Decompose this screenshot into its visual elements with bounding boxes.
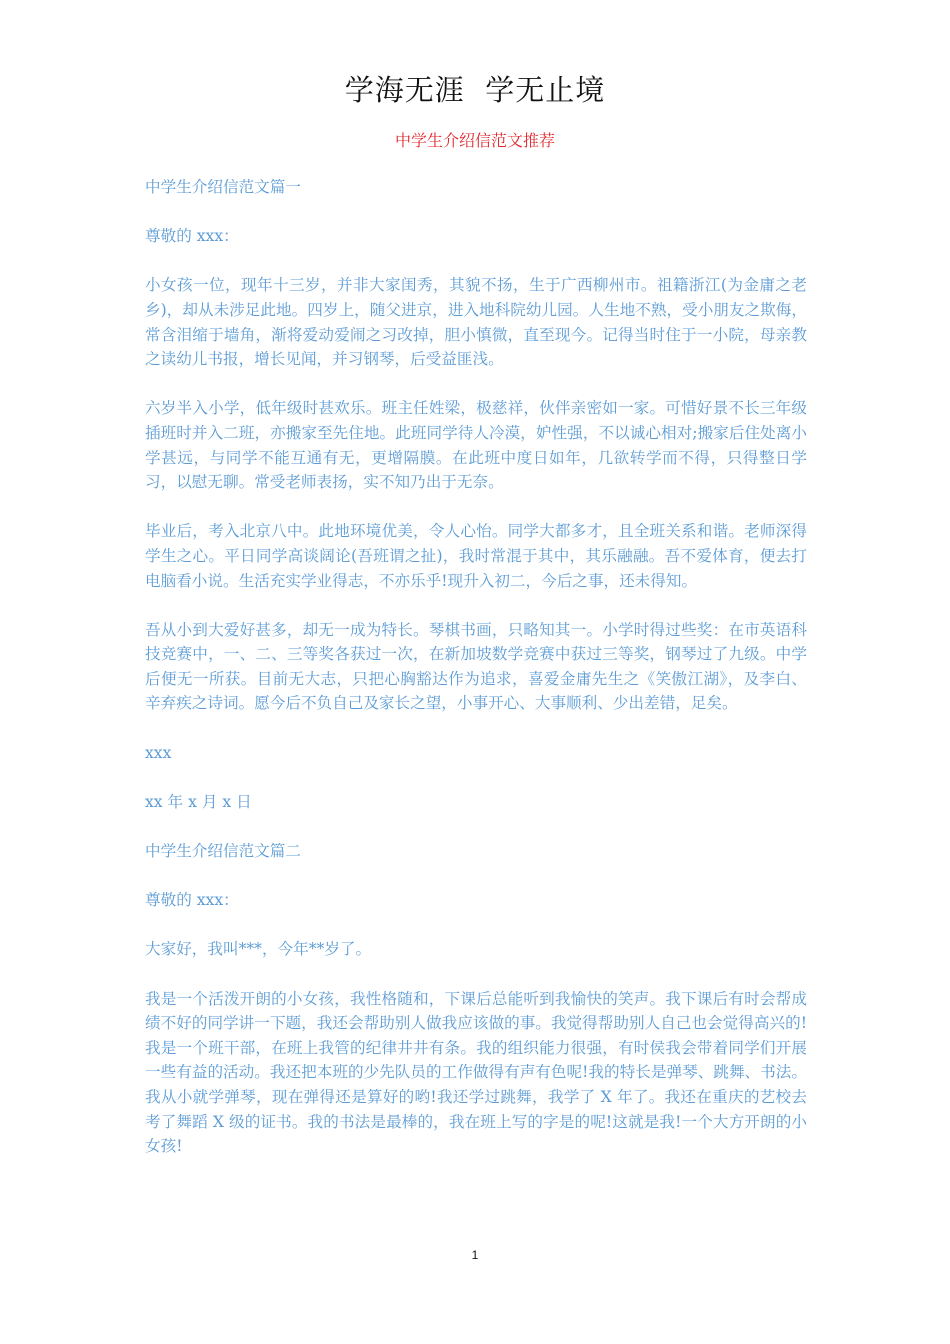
signature-date: xx 年 x 月 x 日 [145, 792, 252, 811]
paragraph: 大家好，我叫***，今年**岁了。 [145, 940, 372, 959]
paragraph: 六岁半入小学，低年级时甚欢乐。班主任姓梁，极慈祥，伙伴亲密如一家。可惜好景不长三年级插班时并入二班，亦搬家至先住地。此班同学待人冷漠，妒性强，不以诚心相对;搬家后住处离小学甚远，与同学不能互通有无，更增隔膜。在此班中度日如年，几欲转学而不得，只得整日学习，以慰无聊。常受老师表扬，实不知乃出于无奈。 [145, 399, 807, 492]
document-title: 中学生介绍信范文推荐 [394, 131, 555, 150]
paragraph: 我是一个活泼开朗的小女孩，我性格随和，下课后总能听到我愉快的笑声。我下课后有时会帮成绩不好的同学讲一下题，我还会帮助别人做我应该做的事。我觉得帮助别人自己也会觉得高兴的!我是一个班干部，在班上我管的纪律井井有条。我的组织能力很强，有时侯我会带着同学们开展一些有益的活动。我还把本班的少先队员的工作做得有声有色呢!我的特长是弹琴、跳舞、书法。我从小就学弹琴，现在弹得还是算好的哟!我还学过跳舞，我学了 X 年了。我还在重庆的艺校去考了舞蹈 X 级的证书。我的书法是最棒的，我在班上写的字是的呢!这就是我!一个大方开朗的小女孩! [145, 989, 807, 1156]
page-number: 1 [471, 1248, 479, 1262]
document-body [145, 175, 807, 1183]
paragraph: 毕业后，考入北京八中。此地环境优美，令人心怡。同学大都多才，且全班关系和谐。老师深得学生之心。平日同学高谈阔论(吾班谓之扯)，我时常混于其中，其乐融融。吾不爱体育，便去打电脑看小说。生活充实学业得志，不亦乐乎!现升入初二，今后之事，还未得知。 [145, 522, 807, 590]
salutation-1: 尊敬的 xxx： [145, 227, 239, 246]
paragraph: 小女孩一位，现年十三岁，并非大家闺秀，其貌不扬，生于广西柳州市。祖籍浙江(为金庸之老乡)，却从未涉足此地。四岁上，随父进京，进入地科院幼儿园。人生地不熟，受小朋友之欺侮，常含泪缩于墙角，渐将爱动爱闹之习改掉，胆小慎微，直至现今。记得当时住于一小院，母亲教之读幼儿书报，增长见闻，并习钢琴，后受益匪浅。 [145, 276, 807, 369]
section-heading-1: 中学生介绍信范文篇一 [145, 178, 301, 196]
section-heading-2: 中学生介绍信范文篇二 [145, 842, 301, 861]
page-header-title: 学海无涯 学无止境 [344, 73, 606, 107]
paragraph: 吾从小到大爱好甚多，却无一成为特长。琴棋书画，只略知其一。小学时得过些奖：在市英语科技竞赛中，一、二、三等奖各获过一次，在新加坡数学竞赛中获过三等奖，钢琴过了九级。中学后便无一所获。目前无大志，只把心胸豁达作为追求，喜爱金庸先生之《笑傲江湖》，及李白、辛弃疾之诗词。愿今后不负自己及家长之望，小事开心、大事顺利、少出差错，足矣。 [145, 620, 807, 713]
salutation-2: 尊敬的 xxx： [145, 891, 239, 910]
signature-name: xxx [145, 743, 172, 762]
